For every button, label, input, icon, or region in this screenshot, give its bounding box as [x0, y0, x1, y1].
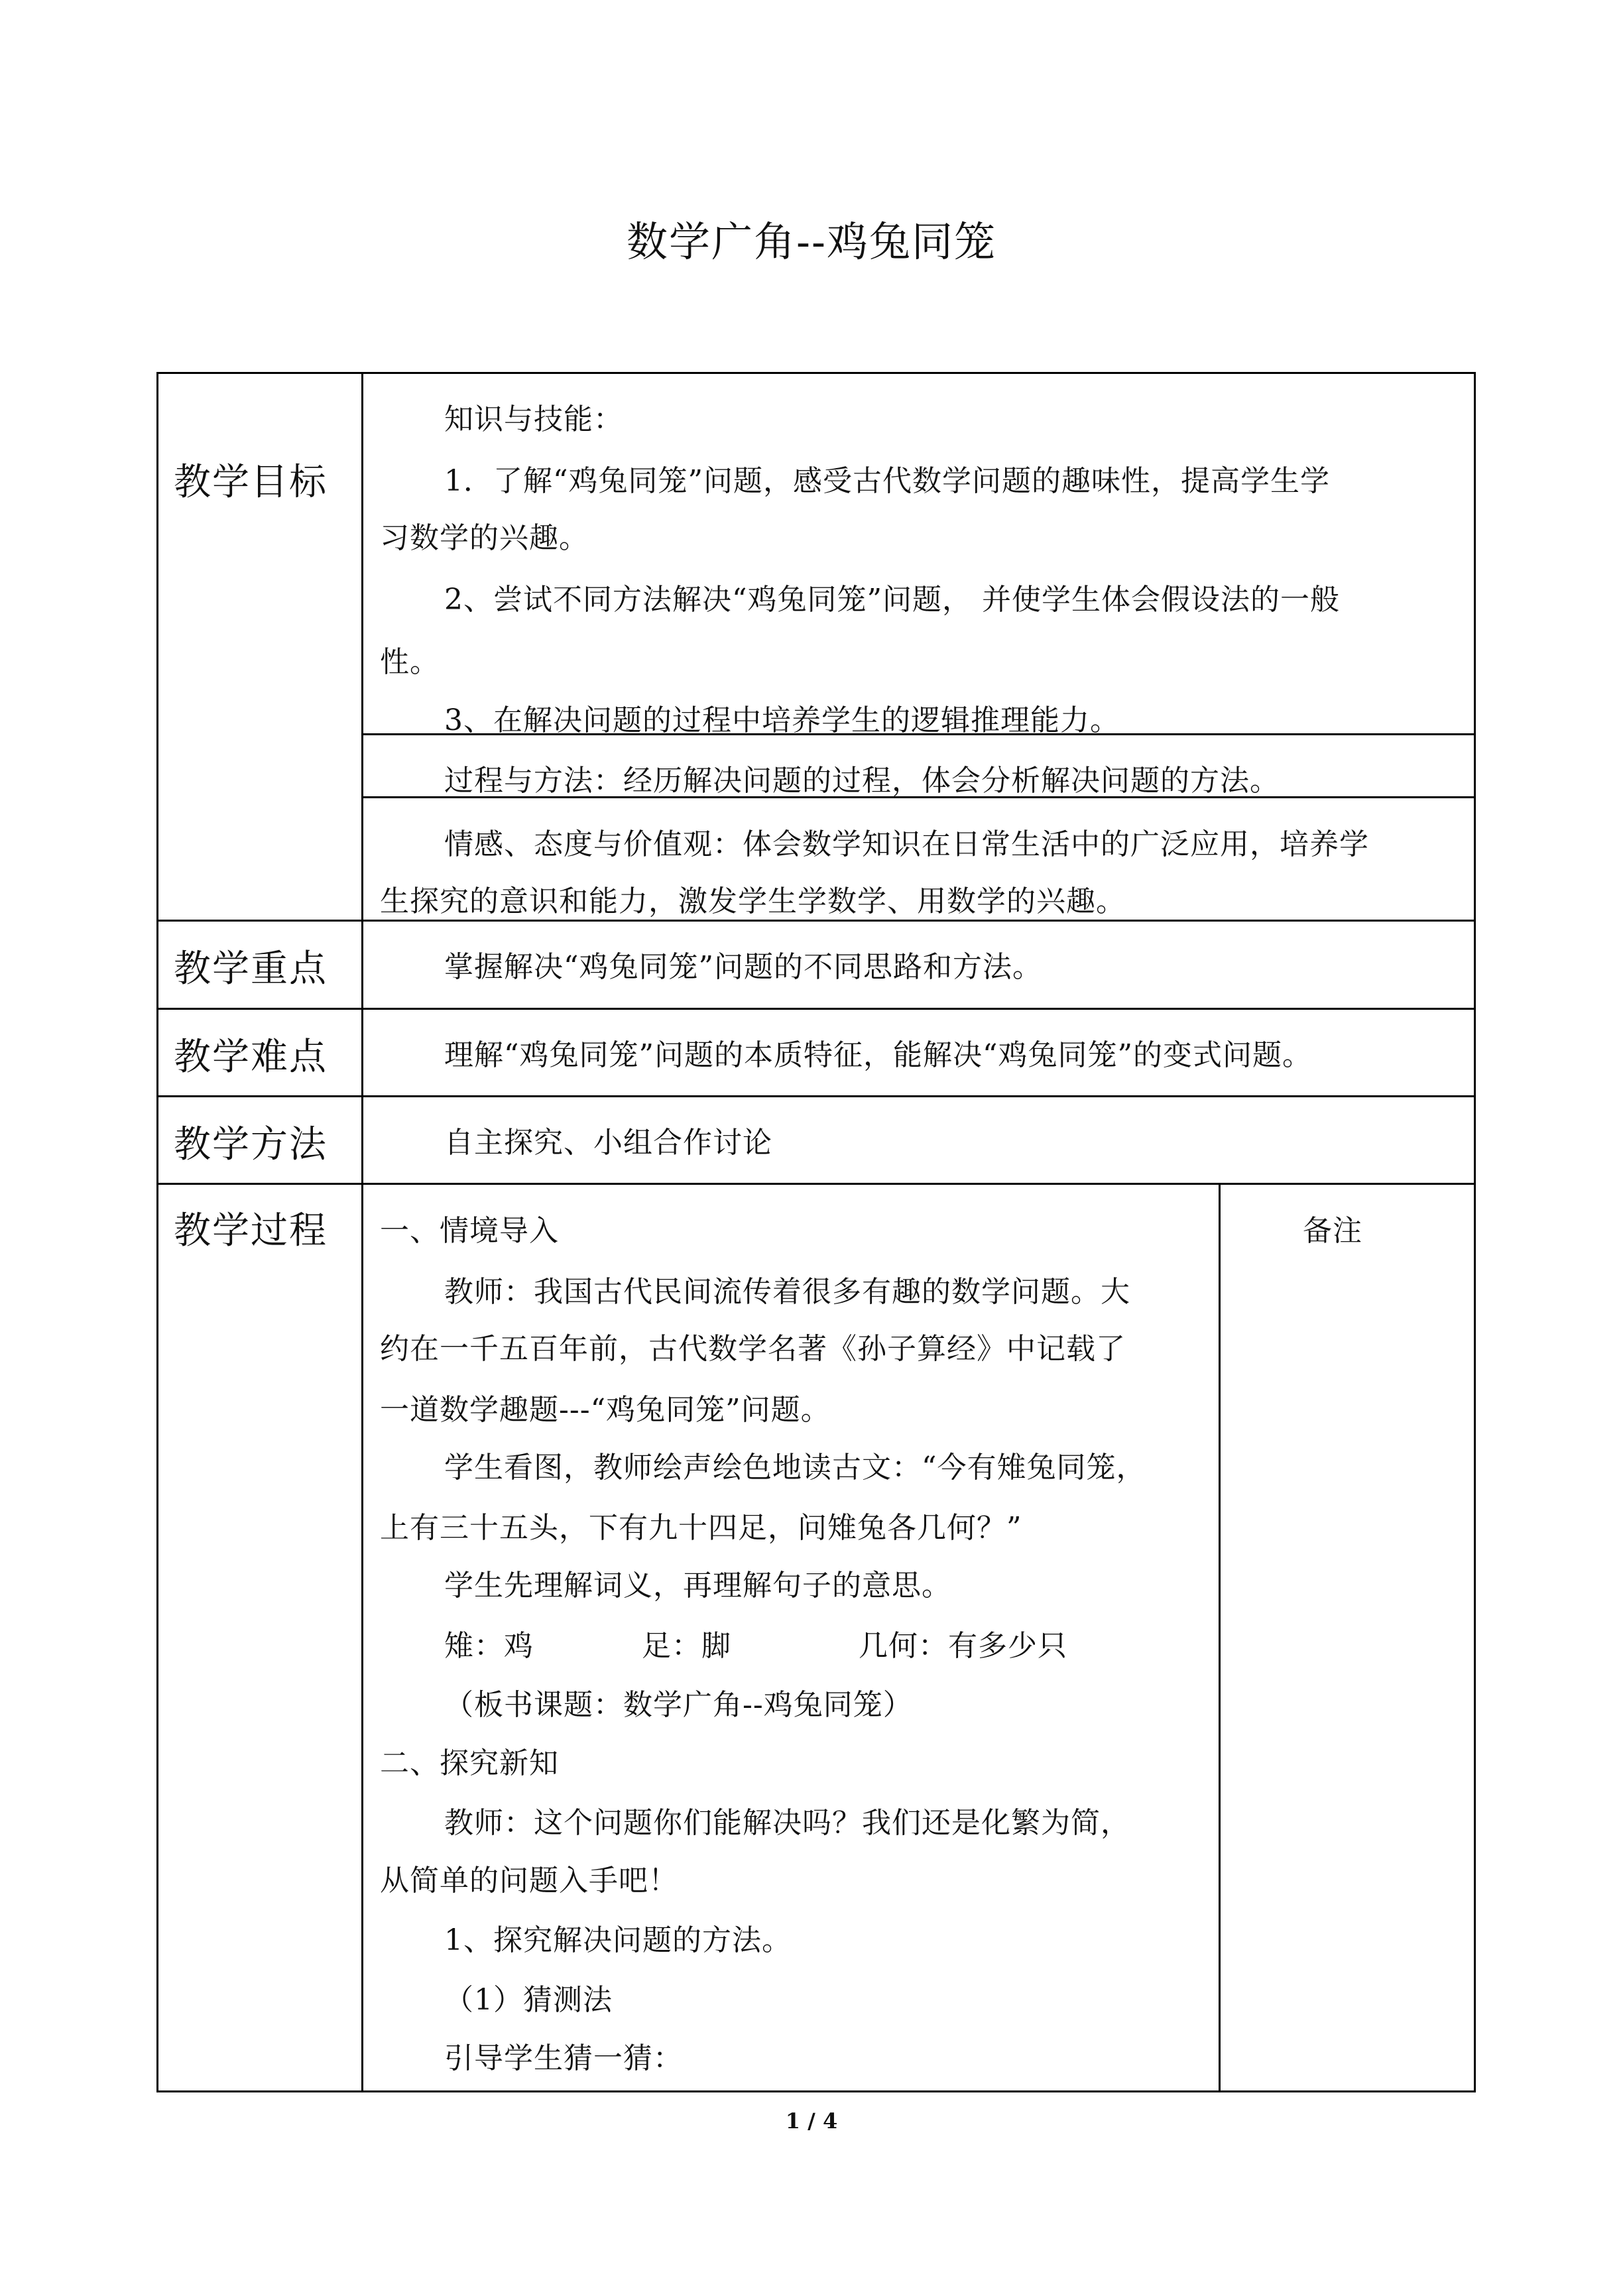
table-border-bottom [156, 2090, 1476, 2092]
process-line: 一道数学趣题---“鸡兔同笼”问题。 [380, 1393, 831, 1427]
process-line: 1、探究解决问题的方法。 [444, 1923, 792, 1957]
remarks-header: 备注 [1303, 1214, 1362, 1248]
label-column-divider [361, 372, 363, 2092]
process-line: 教师：这个问题你们能解决吗？我们还是化繁为简， [444, 1806, 1130, 1840]
page-number: 1 / 4 [785, 2108, 838, 2134]
objective-2-line-2: 性。 [380, 645, 440, 679]
process-line: 约在一千五百年前，古代数学名著《孙子算经》中记载了 [380, 1332, 1126, 1366]
emotion-objective-line-1: 情感、态度与价值观：体会数学知识在日常生活中的广泛应用，培养学 [444, 827, 1369, 861]
knowledge-heading: 知识与技能： [444, 402, 623, 436]
process-line: 学生先理解词义，再理解句子的意思。 [444, 1569, 951, 1602]
remarks-column-divider [1219, 1183, 1221, 2092]
difficulties-label: 教学难点 [174, 1036, 328, 1079]
process-line: 教师：我国古代民间流传着很多有趣的数学问题。大 [444, 1275, 1130, 1309]
table-border-left [156, 372, 158, 2092]
objective-2-line-1: 2、尝试不同方法解决“鸡兔同笼”问题， 并使学生体会假设法的一般 [444, 583, 1340, 617]
process-line: 从简单的问题入手吧！ [380, 1864, 678, 1898]
process-line: （1）猜测法 [444, 1983, 613, 2017]
row-divider-key-points [156, 920, 1476, 922]
row-divider-difficulties [156, 1008, 1476, 1010]
table-border-right [1474, 372, 1476, 2092]
process-label: 教学过程 [174, 1209, 328, 1252]
process-line: 足：脚 [642, 1629, 731, 1663]
methods-label: 教学方法 [174, 1123, 328, 1166]
process-method-objective: 过程与方法：经历解决问题的过程，体会分析解决问题的方法。 [444, 764, 1280, 798]
methods-text: 自主探究、小组合作讨论 [444, 1126, 772, 1160]
process-line: 引导学生猜一猜： [444, 2041, 683, 2075]
process-line: 雉：鸡 [444, 1629, 534, 1663]
process-line: 几何：有多少只 [859, 1629, 1067, 1663]
emotion-objective-line-2: 生探究的意识和能力，激发学生学数学、用数学的兴趣。 [380, 884, 1126, 918]
page-title: 数学广角--鸡兔同笼 [627, 217, 996, 266]
key-points-text: 掌握解决“鸡兔同笼”问题的不同思路和方法。 [444, 950, 1042, 984]
process-line: 二、探究新知 [380, 1746, 559, 1780]
objective-1-line-2: 习数学的兴趣。 [380, 521, 589, 555]
objectives-label: 教学目标 [174, 461, 328, 504]
key-points-label: 教学重点 [174, 947, 328, 991]
process-line: 学生看图，教师绘声绘色地读古文：“今有雉兔同笼， [444, 1451, 1146, 1484]
objective-1-line-1: 1．了解“鸡兔同笼”问题，感受古代数学问题的趣味性，提高学生学 [444, 464, 1330, 498]
difficulties-text: 理解“鸡兔同笼”问题的本质特征，能解决“鸡兔同笼”的变式问题。 [444, 1038, 1312, 1072]
row-divider-methods [156, 1095, 1476, 1097]
process-line: （板书课题：数学广角--鸡兔同笼） [444, 1688, 913, 1722]
process-line: 一、情境导入 [380, 1214, 559, 1248]
process-line: 上有三十五头，下有九十四足，问雉兔各几何？” [380, 1511, 1022, 1545]
row-divider-process [156, 1183, 1476, 1185]
objective-3: 3、在解决问题的过程中培养学生的逻辑推理能力。 [444, 703, 1120, 737]
table-border-top [156, 372, 1476, 374]
